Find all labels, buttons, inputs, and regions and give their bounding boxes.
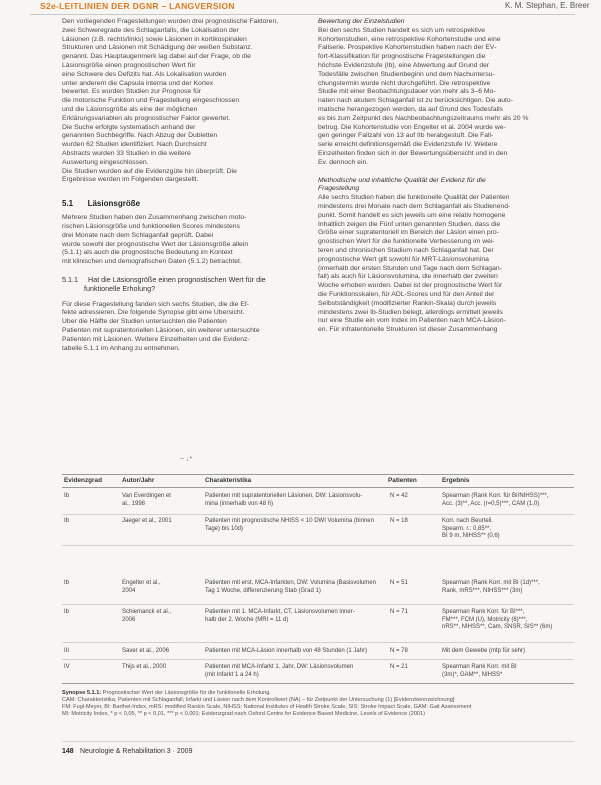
table-cell-grade: IV (64, 664, 70, 670)
text-line: Läsionen (z.B. rechts/links) sowie Läsionen in kortikospinalen (62, 35, 247, 43)
text-line: rischen Läsionsgröße und funktionellen Scores mindestens (62, 222, 240, 230)
table-cell-characteristics: Patienten mit supratentoriellen Läsionen, DW: Läsionsvolu- mina (innerhalb von 48 h) (205, 493, 363, 507)
text-line: Selbstständigkeit (modifizierter Rankin-Skala) durch jeweils (318, 299, 497, 307)
subsection-title-line2: funktionelle Erholung? (84, 284, 156, 293)
text-line: Abstracts wurden 33 Studien in die weitere (62, 149, 191, 157)
table-row-divider (62, 604, 574, 605)
text-line: tabelle 5.1.1 im Anhang zu entnehmen. (62, 344, 180, 352)
text-line: unter anderem die Capsula interna und der Kortex (62, 79, 214, 87)
subsection-number: 5.1.1 (62, 275, 78, 284)
text-line: Mehrere Studien haben den Zusammenhang zwischen moto- (62, 214, 247, 222)
table-cell-author: Thijs et al., 2000 (122, 664, 167, 670)
text-line: Einzelheiten finden sich in der Bewertungsübersicht und in den (318, 149, 508, 157)
text-line: Todesfälle zwischen Studienbeginn und dem Nachuntersu- (318, 70, 495, 78)
table-cell-characteristics: Patienten mit MCA-Läsion innerhalb von 48 Stunden (1 Jahr) (205, 648, 368, 654)
text-line: Fallserie. Prospektive Kohortenstudien haben nach der EV- (318, 44, 497, 52)
table-cell-patients: N = 71 (390, 609, 408, 615)
text-line: es bis zum Zeitpunkt des Nachbeobachtungszeitraums mehr als 20 % (318, 114, 529, 122)
text-line: mindestens drei Monate nach dem Schlaganfall als Studienend- (318, 202, 511, 210)
text-line: (innerhalb der ersten Stunden und Tage nach dem Schlagan- (318, 264, 502, 272)
text-line: Den vorliegenden Fragestellungen wurden drei prognostische Faktoren, (62, 18, 279, 25)
text-line: mit klinischen und demografischen Daten (5.1.2) betrachtet. (62, 258, 242, 266)
table-cell-characteristics: Patienten mit prognostische NHISS < 10 DWI Volumina (binnen Tage) bis 10d) (205, 518, 374, 532)
text-line: zwei Schweregrade des Schlaganfalls, die Lokalisation der (62, 26, 239, 34)
right-column (318, 18, 573, 335)
table-cell-patients: N = 42 (390, 493, 408, 499)
table-row-divider (62, 545, 574, 546)
text-line: wurden 62 Studien identifiziert. Nach Durchsicht (62, 141, 207, 149)
table-cell-author: Saver et al., 2006 (122, 648, 170, 654)
text-line: Für diese Fragestellung fanden sich sechs Studien, die die Ef- (62, 300, 250, 308)
running-header-authors: K. M. Stephan, E. Breer (505, 1, 590, 10)
subheading-line: Methodische und inhaltliche Qualität der Evidenz für die (318, 176, 486, 184)
text-line: naten nach akutem Schlaganfall ist zu berücksichtigen. Die auto- (318, 97, 513, 105)
table-cell-grade: Ib (64, 609, 70, 615)
table-cell-author: Engelter et al., 2004 (122, 580, 161, 594)
left-column (62, 18, 307, 353)
table-cell-grade: Ib (64, 580, 70, 586)
subsection-heading (62, 276, 307, 294)
text-line: Ergebnisse werden im Folgenden dargestellt. (62, 176, 199, 184)
text-line: nur eine Studie ein vom Index im Patienten nach MCA-Läsion- (318, 317, 506, 325)
table-cell-author: Jaeger et al., 2001 (122, 518, 172, 524)
table-cell-author: Van Everdingen et al., 1998 (122, 493, 171, 507)
text-line: Woche erhoben wurden. Dabei ist der prognostische Wert für (318, 282, 503, 290)
caption-legend-line: CAM: Charakteristika; Patienten mit Schlaganfall; Infarkt und Läsion nach dem Kontrollwert (NA) – für Zeitpunkt der Untersuchung (1) [Evidenzkennzeichnung] (62, 697, 455, 703)
caption-label: Synopse 5.1.1: (62, 690, 102, 696)
table-cell-result: Spearman (Rank Korr. für BI/NIHSS)***, Acc. (3)**, Acc. (r=0,5)***, CAM (1,0) (442, 493, 549, 507)
table-cell-characteristics: Patienten mit 1. MCA-Infarkt, CT, Läsionsvolumen inner- halb der 2. Woche (MRI = 11 d) (205, 609, 355, 623)
evaluation-paragraph (318, 27, 573, 168)
table-header-grade: Evidenzgrad (64, 477, 102, 484)
table-bottom-rule (62, 683, 574, 684)
table-row-divider (62, 514, 574, 515)
scan-marker: ~ ↓* (180, 456, 193, 463)
text-line: Läsionsgröße einen prognostischen Wert für (62, 61, 196, 69)
text-line: die Funktionsskalen, für ADL-Scores und für den Anteil der (318, 290, 495, 298)
quality-paragraph (318, 194, 573, 335)
text-line: Alle sechs Studien haben die funktionelle Qualität der Patienten (318, 194, 510, 202)
table-cell-patients: N = 18 (390, 518, 408, 524)
text-line: Bei den sechs Studien handelt es sich um retrospektive (318, 26, 485, 34)
text-line: chungstermin wurde nicht durchgeführt. Die retrospektive (318, 79, 491, 87)
text-line: genannt. Das Hauptaugenmerk lag dabei auf der Frage, ob die (62, 53, 251, 61)
text-line: mindestens zwei Ib-Studien belegt, allerdings ermittelt jeweils (318, 308, 503, 316)
caption-legend-line: MI: Motricity Index, * p < 0,05, ** p < 0,01, *** p < 0,001; Evidenzgrad nach Oxford Centre for Evidence Based Medicine, Levels of Evidence (2001) (62, 711, 426, 717)
caption-legend-line: FM: Fugl-Meyer, BI: Barthel-Index, mRS: modified Rankin Scale, NIHSS: National Institutes of Health Stroke Scale, SIS: Stroke Impact Scale, GAM: Gait Assessment (62, 704, 472, 710)
text-line: serie erreicht definitionsgemäß die Evidenzstufe IV. Weitere (318, 141, 498, 149)
table-cell-result: Spearman Rank Korr. für BI***, FM***, FCM (U), Motricity (6)***, nRS**, NIHSS**, Cam, SNSR, SIS** (6m) (442, 609, 553, 631)
table-cell-patients: N = 78 (390, 648, 408, 654)
text-line: Patienten mit supratentoriellen Läsionen, ein weiterer untersuchte (62, 326, 260, 334)
section-heading (62, 199, 307, 208)
text-line: und die Läsionsgröße als eine der möglichen (62, 105, 198, 113)
table-cell-patients: N = 21 (390, 664, 408, 670)
text-line: gnostischen Wert für die funktionelle Verbesserung im wei- (318, 238, 495, 246)
text-line: die motorische Funktion und Fragestellung eingeschlossen (62, 97, 240, 105)
table-cell-grade: Ib (64, 493, 70, 499)
section-number: 5.1 (62, 199, 74, 209)
text-line: fekte adressieren. Die folgende Synopse gibt eine Übersicht. (62, 309, 245, 317)
table-row-divider (62, 642, 574, 643)
table-cell-grade: III (64, 648, 70, 654)
text-line: matische herangezogen werden, da auf Grund des Todesfalls (318, 105, 504, 113)
text-line: Kohortenstudien, eine retrospektive Kohortenstudie und eine (318, 35, 501, 43)
text-line: (5.1.1) als auch die prognostische Bedeutung im Kontext (62, 249, 233, 257)
table-cell-result: Korr. nach Beurteil. Spearm. r.: 0,85**, BI 9 m, NIHSS** (0,6) (442, 518, 500, 540)
intro-paragraph (62, 18, 307, 185)
table-row-divider (62, 659, 574, 660)
text-line: Die Suche erfolgte systematisch anhand der (62, 123, 196, 131)
table-header-patients: Patienten (388, 477, 417, 484)
text-line: Die Studien wurden auf die Evidenzgüte hin überprüft. Die (62, 167, 237, 175)
journal-name: Neurologie & Rehabilitation 3 · 2009 (80, 748, 193, 755)
header-divider (30, 14, 575, 15)
text-line: drei Monate nach dem Schlaganfall geprüft. Dabei (62, 231, 214, 239)
table-header-author: Autor/Jahr (122, 477, 155, 484)
table-cell-characteristics: Patienten mit MCA-Infarkt 1. Jahr, DW: Läsionsvolumen (mit Infarkt 1 a 24 h) (205, 664, 354, 678)
table-cell-patients: N = 51 (390, 580, 408, 586)
table-header-rule (62, 487, 574, 488)
text-line: Patienten mit Läsionen. Weitere Einzelheiten und die Evidenz- (62, 335, 250, 343)
text-line: wurde sowohl der prognostische Wert der Läsionsgröße allein (62, 240, 249, 248)
table-cell-characteristics: Patienten mit erst. MCA-Infarkten, DW: Volumina (Basisvolumen Tag 1 Woche, differenzierung Stab (Grad 1) (205, 580, 376, 594)
text-line: Auswertung eingeschlossen. (62, 158, 149, 166)
footer-divider (62, 741, 574, 742)
table-cell-result: Spearman (Rank Korr. mit BI (1d)***, Rank, mRS***, NIHSS*** (3m) (442, 580, 540, 594)
table-header-result: Ergebnis (442, 477, 470, 484)
text-line: Inhaltlich zeigen die Fünf unten genannten Studien, dass die (318, 220, 501, 228)
text-line: eine Schwere des Defizits hat. Als Lokalisation wurden (62, 70, 227, 78)
subsection-paragraph (62, 301, 307, 354)
caption-text: Prognostischer Wert der Läsionsgröße für die funktionelle Erholung. (102, 690, 271, 696)
table-caption (62, 690, 574, 718)
table-cell-author: Schiemanck et al., 2006 (122, 609, 172, 623)
subsection-title-line1: Hat die Läsionsgröße einen prognostischen Wert für die (88, 275, 266, 284)
text-line: Studie mit einer Beobachtungsdauer von mehr als 3–6 Mo- (318, 88, 496, 96)
text-line: höchste Evidenzstufe (Ib), eine Abwertung auf Grund der (318, 61, 490, 69)
subheading-quality (318, 177, 573, 195)
subheading-evaluation: Bewertung der Einzelstudien (318, 18, 405, 25)
text-line: punkt. Somit handelt es sich jeweils um eine relativ homogene (318, 211, 506, 219)
text-line: genannten Suchbegriffe. Nach Abzug der Dubletten (62, 132, 218, 140)
table-top-rule (62, 474, 574, 475)
section-paragraph (62, 214, 307, 267)
running-header-title: S2e-LEITLINIEN DER DGNR – LANGVERSION (40, 1, 235, 11)
text-line: fort-Klassifikation für prognostische Fragestellungen die (318, 53, 486, 61)
text-line: Strukturen und Läsionen mit Schädigung der weißen Substanz. (62, 44, 253, 52)
text-line: en. Für infratentorielle Strukturen ist dieser Zusammenhang (318, 326, 498, 334)
text-line: fall) als auch für Läsionsvolumina, die innerhalb der zweiten (318, 273, 498, 281)
page-number: 148 (62, 748, 74, 755)
subheading-line: Fragestellung (318, 185, 360, 193)
table-cell-result: Spearman Rank Korr. mit BI (3m)*, GAM**, NIHSS* (442, 664, 517, 678)
text-line: teren und chronischen Stadium nach Schlaganfall hat. Der (318, 246, 494, 254)
text-line: gen geringer Fallzahl von 13 auf IIb herabgestuft. Die Fall- (318, 132, 494, 140)
text-line: prognostische Wert gilt sowohl für MRT-Läsionsvolumina (318, 255, 489, 263)
text-line: bewertet. Es wurden Studien zur Prognose für (62, 88, 202, 96)
table-header-characteristics: Charakteristika (205, 477, 252, 484)
text-line: Ev. dennoch ein. (318, 158, 369, 166)
table-cell-grade: Ib (64, 518, 70, 524)
table-cell-result: Mit dem Gewebe (mtp für sehr) (442, 648, 526, 654)
text-line: Erklärungsvariablen als prognostischer Faktor gewertet. (62, 114, 231, 122)
text-line: Über die Hälfte der Studien untersuchten die Patienten (62, 318, 227, 326)
text-line: Größe einer supratentoriell im Bereich der Läsion einen pro- (318, 229, 499, 237)
section-title: Läsionsgröße (87, 199, 141, 209)
text-line: betrug. Die Kohortenstudie von Engelter et al. 2004 wurde we- (318, 123, 506, 131)
